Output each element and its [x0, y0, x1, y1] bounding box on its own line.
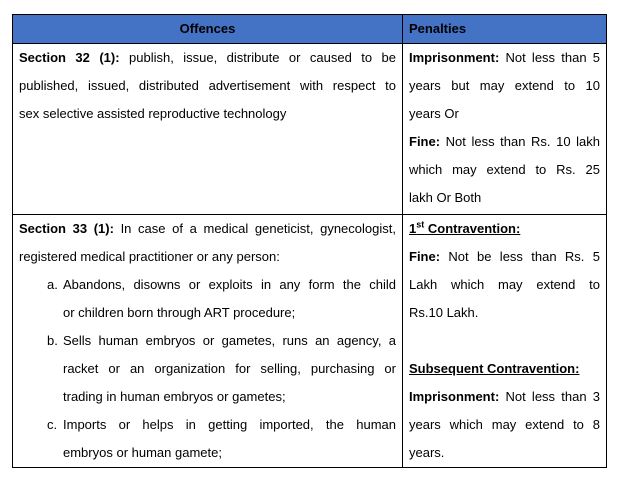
- penalty-text-line: years.: [409, 445, 445, 460]
- offence-text-line: Section 32 (1): publish, issue, distribute or caused to be: [19, 50, 396, 65]
- penalty-text-line: Lakh which may extend to: [409, 277, 600, 292]
- penalty-text-line: years which may extend to 8: [409, 417, 600, 432]
- penalty-cell-section-33: [403, 215, 607, 468]
- penalty-text-line: years Or: [409, 106, 459, 121]
- list-marker: b.: [47, 333, 58, 348]
- offence-text-line: Section 33 (1): In case of a medical geneticist, gynecologist,: [19, 221, 396, 236]
- section-label: Section 33 (1):: [19, 221, 114, 236]
- penalties-table: [12, 14, 607, 468]
- penalty-text-line: lakh Or Both: [409, 190, 482, 205]
- imprisonment-label: Imprisonment:: [409, 50, 500, 65]
- header-row: [13, 15, 607, 44]
- list-marker: c.: [47, 417, 58, 432]
- list-item: c. Imports or helps in getting imported, the human embryos or human gamete;: [19, 411, 396, 467]
- penalty-text-line: Imprisonment: Not less than 5: [409, 50, 600, 65]
- penalty-text-line: years but may extend to 10: [409, 78, 600, 93]
- offence-text-line: sex selective assisted reproductive technology: [19, 106, 287, 121]
- list-item: a. Abandons, disowns or exploits in any form the child or children born through ART procedure;: [19, 271, 396, 327]
- penalty-text-line: Rs.10 Lakh.: [409, 305, 479, 320]
- offence-cell-section-32: [13, 44, 403, 215]
- penalty-text-line: which may extend to Rs. 25: [409, 162, 600, 177]
- penalty-text-line: Fine: Not less than Rs. 10 lakh: [409, 134, 600, 149]
- offence-cell-section-33: [13, 215, 403, 468]
- fine-label: Fine:: [409, 134, 441, 149]
- fine-label: Fine:: [409, 249, 441, 264]
- spacer: [409, 327, 600, 355]
- list-item: b. Sells human embryos or gametes, runs an agency, a racket or an organization for selling, purchasing or trading in human embryos or gametes;: [19, 327, 396, 411]
- table-row: [13, 215, 607, 468]
- penalties-header: Penalties: [403, 15, 607, 44]
- table-row: [13, 44, 607, 215]
- imprisonment-label: Imprisonment:: [409, 389, 500, 404]
- offences-header: Offences: [13, 15, 403, 44]
- penalty-text-line: Fine: Not be less than Rs. 5: [409, 249, 600, 264]
- penalty-text-line: Imprisonment: Not less than 3: [409, 389, 600, 404]
- section-label: Section 32 (1):: [19, 50, 120, 65]
- list-marker: a.: [47, 277, 58, 292]
- offence-text-line: published, issued, distributed advertisement with respect to: [19, 78, 396, 93]
- offence-text-line: registered medical practitioner or any person:: [19, 249, 280, 264]
- subsequent-contravention-heading: Subsequent Contravention:: [409, 361, 580, 376]
- penalty-cell-section-32: [403, 44, 607, 215]
- first-contravention-heading: 1st Contravention:: [409, 219, 521, 236]
